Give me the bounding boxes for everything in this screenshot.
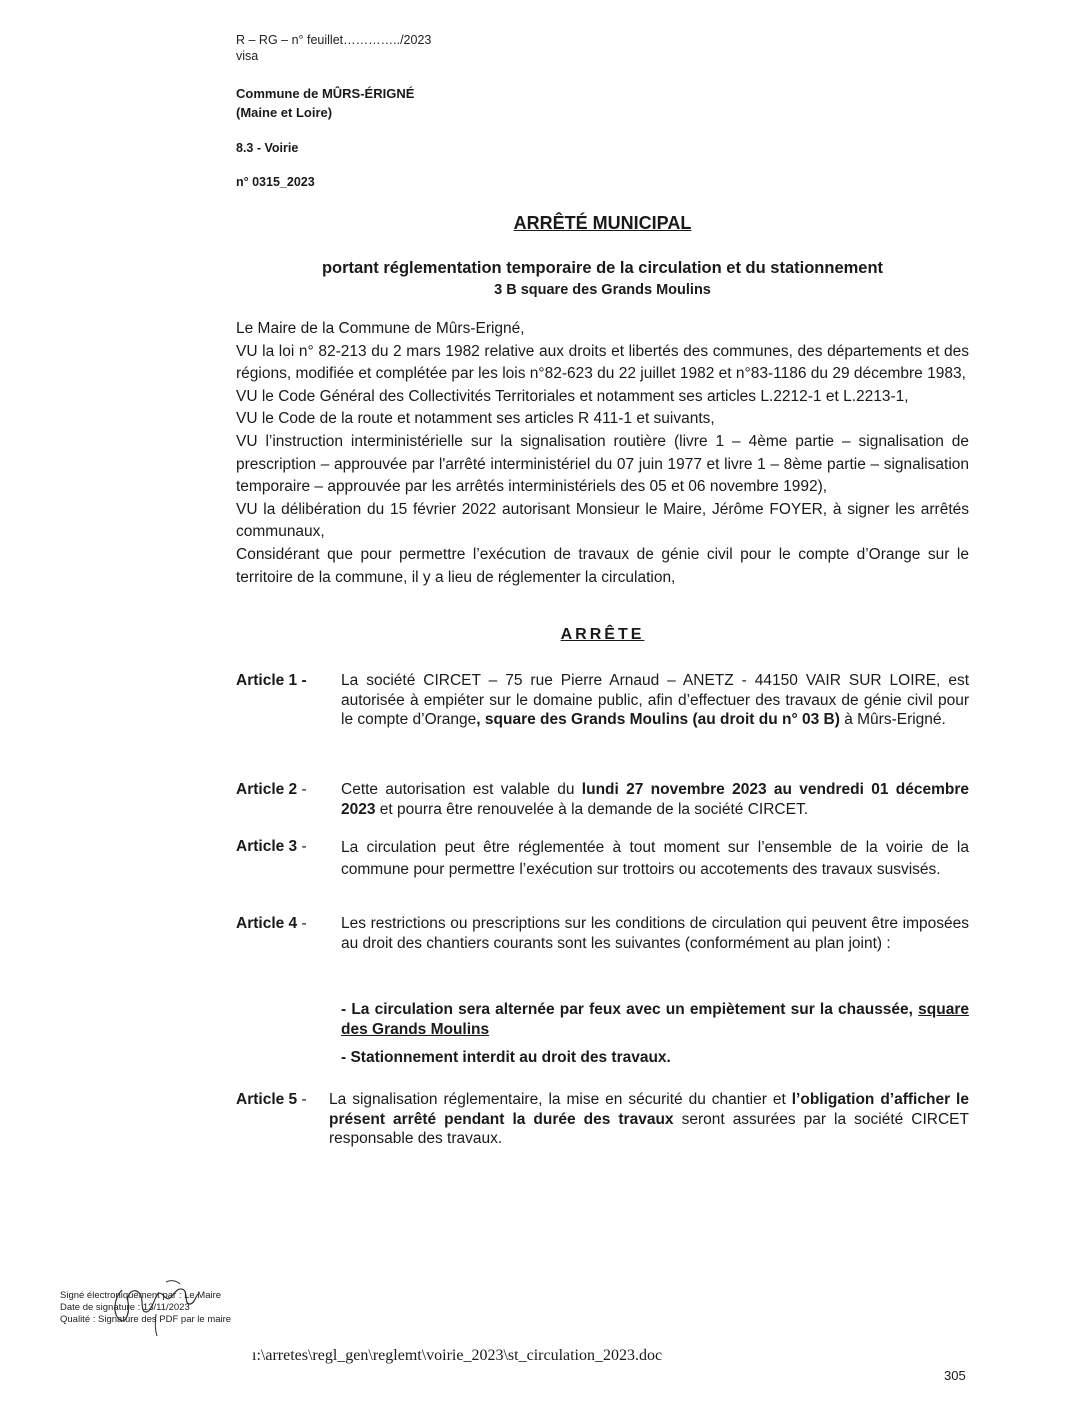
arrete-heading: ARRÊTE — [560, 626, 645, 643]
page-subtitle: portant réglementation temporaire de la circulation et du stationnement — [321, 259, 884, 277]
article-text-bold: , square des Grands Moulins (au droit du n° 03 B) — [476, 711, 840, 728]
article-text: La circulation peut être réglementée à tout moment sur l’ensemble de la voirie de la commune pour permettre l’exécution sur trottoirs ou accotements des travaux susvisés. — [341, 839, 969, 878]
article-label-suffix: - — [297, 1091, 307, 1108]
department-name: (Maine et Loire) — [236, 105, 333, 120]
article-label-suffix: - — [297, 915, 307, 932]
page-number: 305 — [944, 1368, 966, 1383]
restriction-item: - Stationnement interdit au droit des travaux. — [341, 1049, 671, 1066]
preamble — [236, 318, 969, 589]
commune-name: Commune de MÛRS-ÉRIGNÉ — [236, 86, 415, 101]
article-label-bold: Article 3 — [236, 838, 298, 855]
preamble-line: Considérant que pour permettre l’exécution de travaux de génie civil pour le compte d’Orange sur le territoire de la commune, il y a lieu de réglementer la circulation, — [236, 545, 969, 586]
reference-line: R – RG – n° feuillet…………../2023 — [236, 33, 432, 47]
restriction-text: - La circulation sera alternée par feux avec un empiètement sur la chaussée, — [341, 1001, 919, 1018]
decree-number: n° 0315_2023 — [236, 175, 315, 189]
article-3 — [236, 837, 969, 901]
restriction-street: square des Grands Moulins — [341, 1001, 969, 1038]
article-2 — [236, 780, 969, 820]
article-text-part: Cette autorisation est valable du — [341, 781, 582, 798]
article-text-part: seront assurées par la société CIRCET responsable des travaux. — [329, 1110, 969, 1147]
article-label — [236, 914, 336, 934]
preamble-line: Le Maire de la Commune de Mûrs-Erigné, — [236, 320, 525, 337]
article-label — [236, 780, 336, 800]
article-text-part: La société CIRCET – 75 rue Pierre Arnaud – ANETZ - 44150 VAIR SUR LOIRE, est autorisée à empiéter sur le domaine public, afin d’effectuer des travaux de génie civil pour le compte d’Orange — [341, 672, 969, 728]
article-label-bold: Article 2 — [236, 781, 298, 798]
article-label — [236, 671, 336, 691]
article-text — [341, 671, 969, 730]
article-label-bold: Article 1 - — [236, 672, 307, 689]
preamble-line: VU l’instruction interministérielle sur la signalisation routière (livre 1 – 4ème partie – signalisation de prescription – approuvée par l'arrêté interministériel du 07 juin 1977 et livre 1 – 8ème partie – signalisation temporaire – approuvée par les arrêtés interministériels des 05 et 06 novembre 1992), — [236, 432, 969, 496]
article-text-part: à Mûrs-Erigné. — [839, 711, 946, 728]
article-label-suffix: - — [297, 838, 307, 855]
article-text-part: et pourra être renouvelée à la demande de la société CIRCET. — [375, 800, 809, 818]
article-text — [341, 780, 969, 819]
preamble-line: VU la loi n° 82-213 du 2 mars 1982 relative aux droits et libertés des communes, des départements et des régions, modifiée et complétée par les lois n°82-623 du 22 juillet 1982 et n°83-1186 du 29 décembre 1983, — [236, 342, 969, 383]
article-text-bold: l’obligation d’afficher le présent arrêté pendant la durée des travaux — [329, 1091, 969, 1128]
article-text — [329, 1090, 969, 1149]
signature-line: Signé électroniquement par : Le Maire — [60, 1290, 222, 1301]
commune-block — [236, 84, 414, 122]
article-label — [236, 1090, 336, 1110]
article-text-bold: lundi 27 novembre 2023 au vendredi 01 décembre 2023 — [341, 781, 969, 818]
article-4 — [236, 914, 969, 974]
page-subtitle-address: 3 B square des Grands Moulins — [494, 282, 711, 298]
preamble-line: VU le Code de la route et notamment ses articles R 411-1 et suivants, — [236, 410, 715, 428]
preamble-line: VU le Code Général des Collectivités Territoriales et notamment ses articles L.2212-1 et L.2213-1, — [236, 387, 909, 405]
restriction-item — [341, 1000, 969, 1039]
visa-label: visa — [236, 49, 259, 63]
article-5 — [236, 1090, 969, 1150]
article-label-bold: Article 5 — [236, 1091, 298, 1108]
electronic-signature — [60, 1290, 231, 1326]
article-label-suffix: - — [297, 781, 307, 798]
reference-block — [236, 32, 431, 64]
preamble-line: VU la délibération du 15 février 2022 autorisant Monsieur le Maire, Jérôme FOYER, à signer les arrêtés communaux, — [236, 500, 969, 541]
document-path: ı:\arretes\regl_gen\reglemt\voirie_2023\st_circulation_2023.doc — [252, 1347, 663, 1364]
article-text-part: La signalisation réglementaire, la mise en sécurité du chantier et — [329, 1091, 792, 1108]
category-label: 8.3 - Voirie — [236, 141, 299, 155]
article-1 — [236, 671, 969, 751]
page-title: ARRÊTÉ MUNICIPAL — [513, 213, 692, 233]
article-text: Les restrictions ou prescriptions sur les conditions de circulation qui peuvent être imposées au droit des chantiers courants sont les suivantes (conformément au plan joint) : — [341, 915, 969, 952]
signature-line: Date de signature : 13/11/2023 — [60, 1302, 190, 1313]
signature-line: Qualité : Signature des PDF par le maire — [60, 1314, 232, 1325]
article-label — [236, 837, 336, 857]
article-label-bold: Article 4 — [236, 915, 298, 932]
